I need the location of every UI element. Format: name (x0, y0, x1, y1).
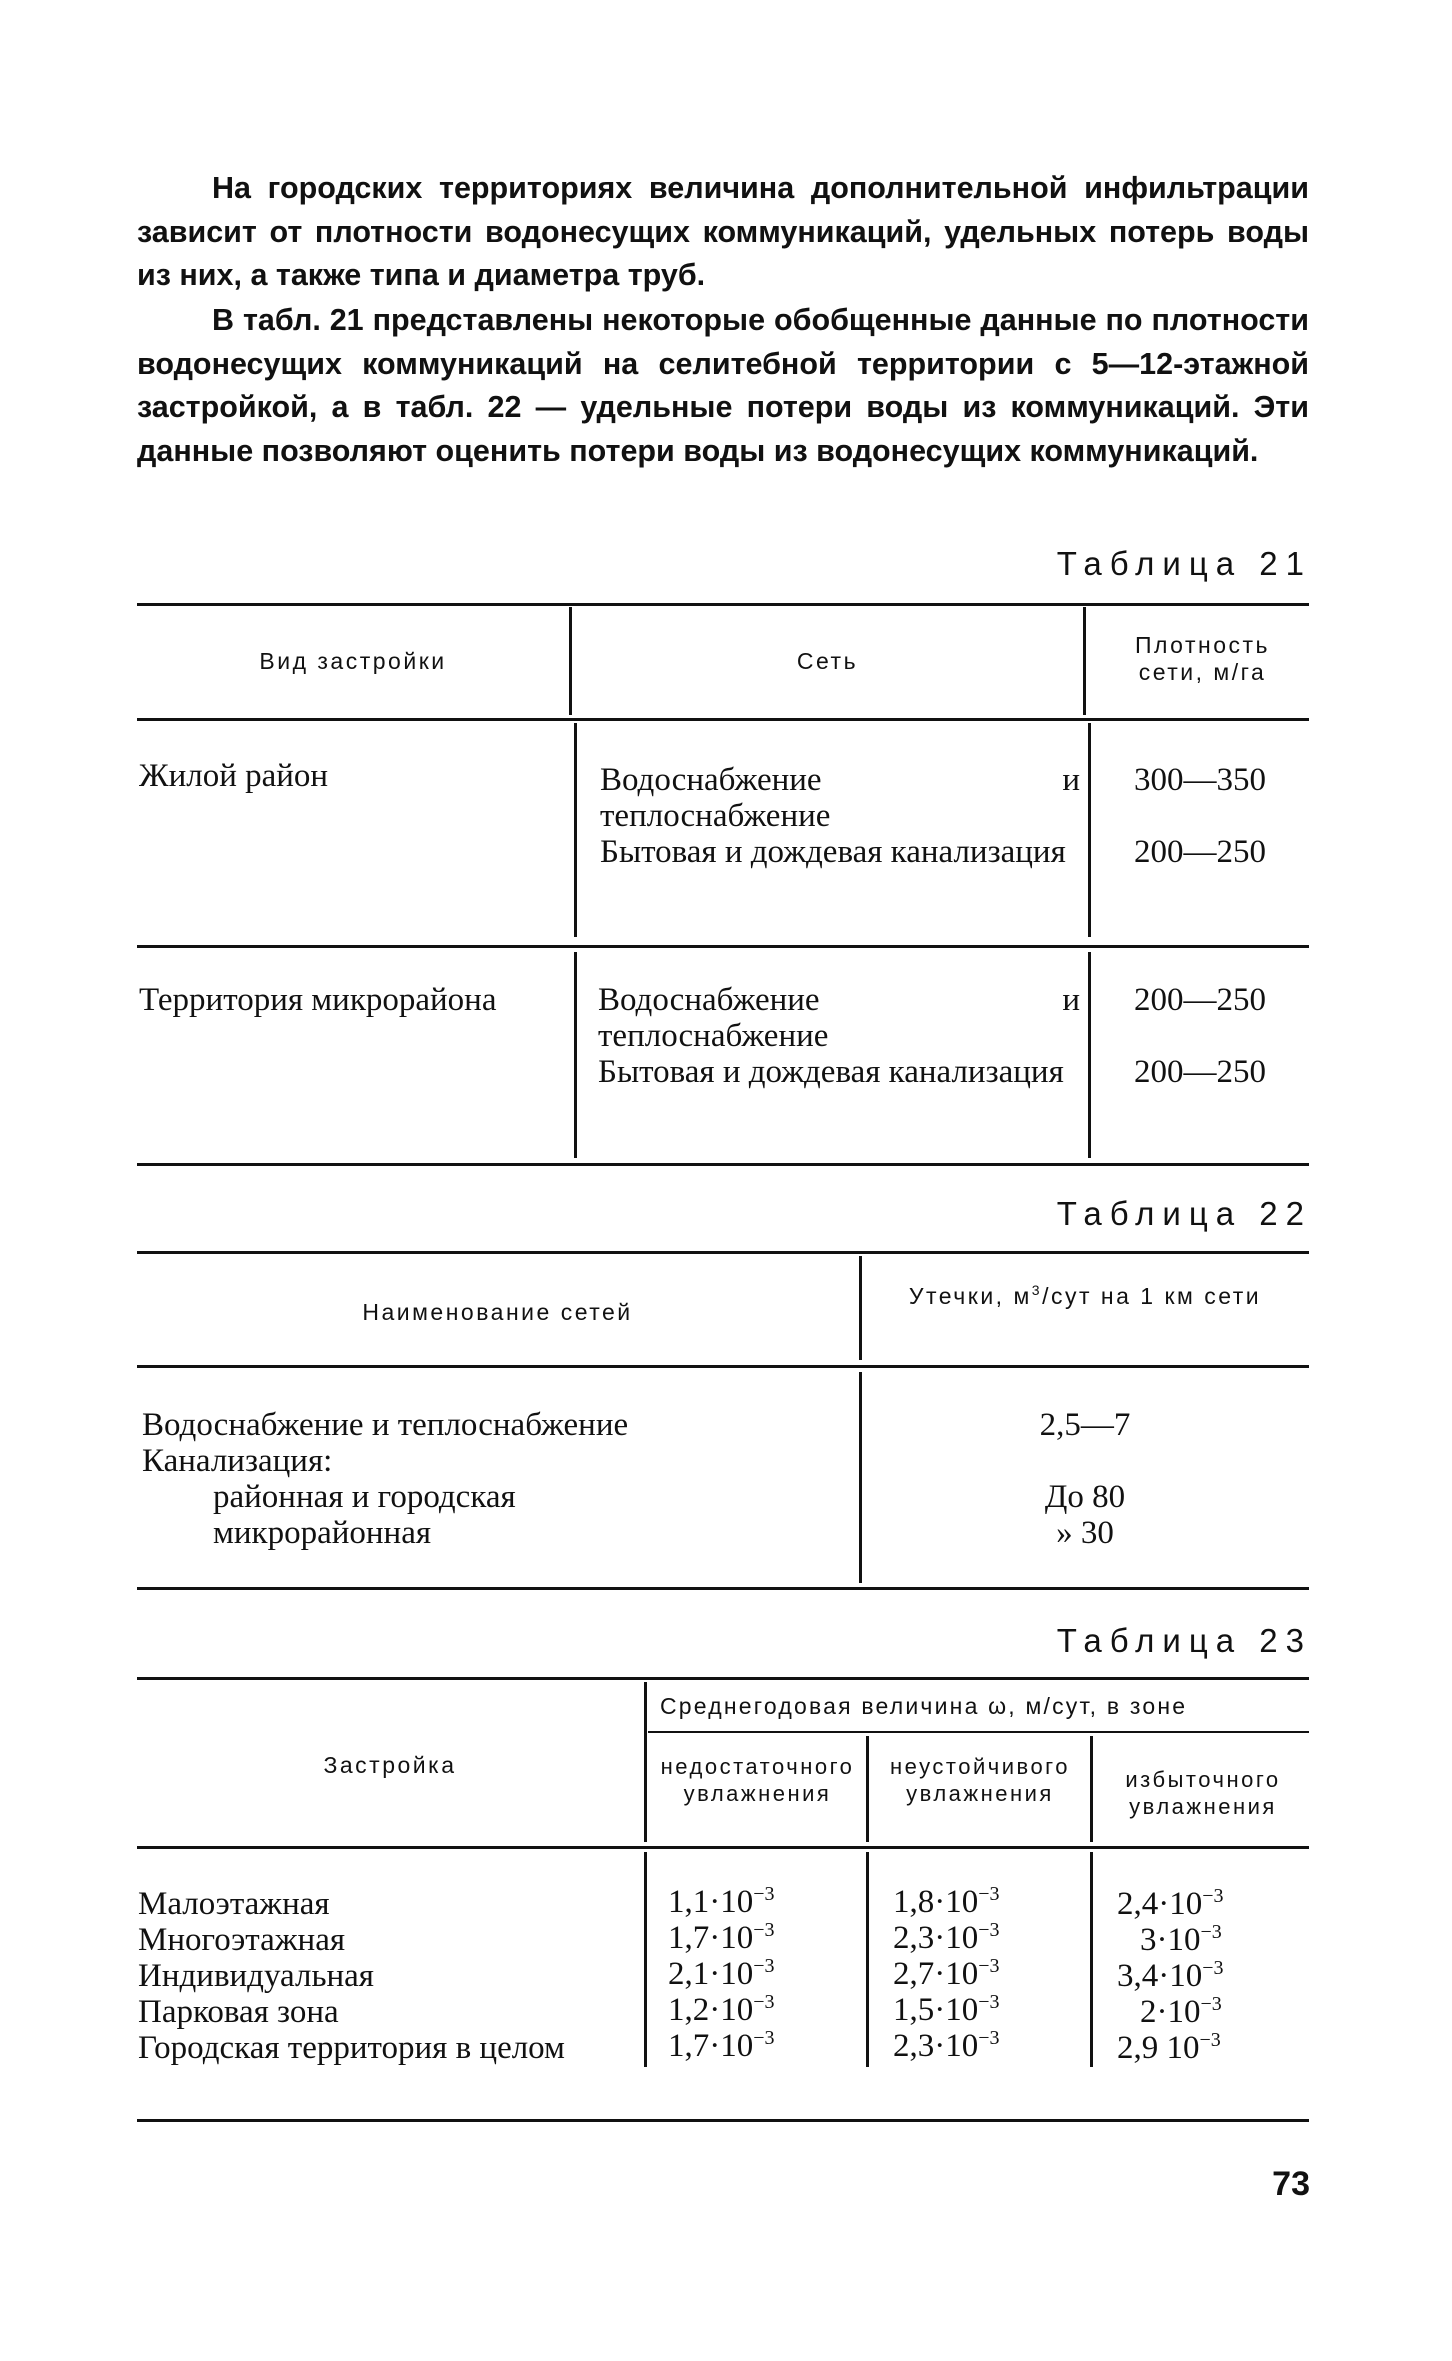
table21-vdivider (1088, 952, 1091, 1158)
table21-row1-network2: Бытовая и дождевая канализация (600, 834, 1066, 870)
table23-row4-col1: $1,2\cdot 10^{-3}$ (668, 1991, 775, 2028)
page-number: 73 (1272, 2165, 1310, 2203)
table21-row1-network1: Водоснабжение и теплоснабжение (600, 762, 1080, 834)
table21-header-kind: Вид застройки (259, 648, 447, 674)
table23-row4-col3: $2\cdot 10^{-3}$ (1140, 1993, 1222, 2030)
table22-row3-value: До 80 (1044, 1479, 1126, 1515)
table23-subheader-1: недостаточного увлажнения (660, 1754, 855, 1806)
table21-row1-density2: 200—250 (1134, 834, 1266, 870)
table23-group-rule (648, 1731, 1309, 1733)
table21-vdivider (1088, 723, 1091, 937)
table21-vdivider (569, 607, 572, 715)
table21-row2-kind: Территория микрорайона (139, 982, 497, 1018)
table21-vdivider (1083, 607, 1086, 715)
table23-row4-col2: $1,5\cdot 10^{-3}$ (893, 1991, 1000, 2028)
table23-row5-col3: 2,9 $10^{-3}$ (1117, 2029, 1221, 2066)
table23-row4-name: Парковая зона (138, 1994, 339, 2030)
table23-row2-col1: $1,7\cdot 10^{-3}$ (668, 1919, 775, 1956)
table23-row5-col1: $1,7\cdot 10^{-3}$ (668, 2027, 775, 2064)
table21-row2-density2: 200—250 (1134, 1054, 1266, 1090)
table23-vdivider (644, 1682, 647, 1842)
table22-bottom-rule (137, 1587, 1309, 1590)
table21-vdivider (574, 723, 577, 937)
table22-row2-name: Канализация: (142, 1443, 333, 1479)
table23-row1-col1: $1,1\cdot 10^{-3}$ (668, 1883, 775, 1920)
table23-row3-name: Индивидуальная (138, 1958, 374, 1994)
table21-row2-network1: Водоснабжение и теплоснабжение (598, 982, 1080, 1054)
table22-row1-value: 2,5—7 (1039, 1407, 1131, 1443)
table22-row3-name: районная и городская (213, 1479, 516, 1515)
table22-top-rule (137, 1251, 1309, 1254)
table22-vdivider (859, 1372, 862, 1583)
table23-header-group: Среднегодовая величина ω, м/сут, в зоне (660, 1693, 1188, 1719)
table23-vdivider (866, 1736, 869, 1842)
paragraph-2: В табл. 21 представлены некоторые обобщенные данные по плотности водонесущих коммуникаций на селитебной территории с 5—12-этажной застройкой, а в табл. 22 — удельные потери воды из коммуникаций. Эти данные позволяют оценить потери воды из водонесущих коммуникаций. (137, 303, 1309, 468)
table23-subheader-2: неустойчивого увлажнения (890, 1754, 1070, 1806)
table21-caption: Таблица 21 (1056, 545, 1312, 582)
table22-header-rule (137, 1365, 1309, 1368)
table23-header-rule (137, 1846, 1309, 1849)
table21-row2-density1: 200—250 (1134, 982, 1266, 1018)
table22-header-name: Наименование сетей (362, 1299, 633, 1325)
table23-row1-col3: $2,4\cdot 10^{-3}$ (1117, 1885, 1224, 1922)
table21-top-rule (137, 603, 1309, 606)
table23-header-left: Застройка (323, 1752, 457, 1778)
table23-subheader-3: избыточного увлажнения (1125, 1767, 1281, 1819)
table23-row1-name: Малоэтажная (138, 1886, 330, 1922)
table23-bottom-rule (137, 2119, 1309, 2122)
table22-vdivider (859, 1256, 862, 1360)
table23-row2-col2: $2,3\cdot 10^{-3}$ (893, 1919, 1000, 1956)
table23-row3-col2: $2,7\cdot 10^{-3}$ (893, 1955, 1000, 1992)
table21-header-rule (137, 718, 1309, 721)
table23-vdivider (1090, 1852, 1093, 2067)
table23-row2-col3: $3\cdot 10^{-3}$ (1140, 1921, 1222, 1958)
table23-row3-col3: $3,4\cdot 10^{-3}$ (1117, 1957, 1224, 1994)
table22-header-leak: Утечки, $м^3$/сут на 1 км сети (908, 1282, 1262, 1309)
table23-vdivider (866, 1852, 869, 2067)
table21-vdivider (574, 952, 577, 1158)
table22-row1-name: Водоснабжение и теплоснабжение (142, 1407, 629, 1443)
table21-row1-kind: Жилой район (139, 758, 329, 794)
table21-bottom-rule (137, 1163, 1309, 1166)
table21-header-network: Сеть (796, 648, 859, 674)
table21-row-rule (137, 945, 1309, 948)
table23-vdivider (644, 1852, 647, 2067)
table21-row2-network2: Бытовая и дождевая канализация (598, 1054, 1064, 1090)
table23-caption: Таблица 23 (1056, 1622, 1312, 1659)
paragraph-1: На городских территориях величина дополнительной инфильтрации зависит от плотности водонесущих коммуникаций, удельных потерь воды из них, а также типа и диаметра труб. (137, 171, 1309, 292)
table23-row3-col1: $2,1\cdot 10^{-3}$ (668, 1955, 775, 1992)
table23-row2-name: Многоэтажная (138, 1922, 346, 1958)
table23-row5-name: Городская территория в целом (138, 2030, 565, 2066)
table22-caption: Таблица 22 (1056, 1195, 1312, 1232)
table23-row5-col2: $2,3\cdot 10^{-3}$ (893, 2027, 1000, 2064)
table22-row4-value: » 30 (1056, 1515, 1114, 1551)
table22-row4-name: микрорайонная (213, 1515, 432, 1551)
table23-row1-col2: $1,8\cdot 10^{-3}$ (893, 1883, 1000, 1920)
table23-top-rule (137, 1677, 1309, 1680)
table23-vdivider (1090, 1736, 1093, 1842)
table21-header-density: Плотность сети, м/га (1134, 632, 1271, 685)
table21-row1-density1: 300—350 (1134, 762, 1266, 798)
